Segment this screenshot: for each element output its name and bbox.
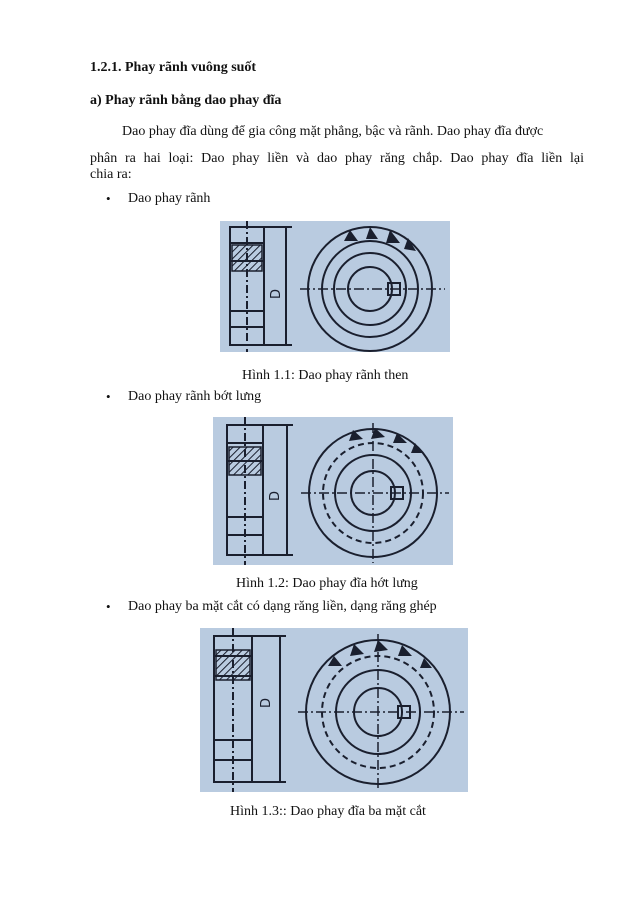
caption-text: : Dao phay rãnh then [291,368,409,383]
bullet-item-1 [106,191,210,207]
caption-number: Hình 1.1 [242,368,291,383]
intro-line-1: Dao phay đĩa dùng để gia công mặt phẳng, bậc và rãnh. Dao phay đĩa được [122,124,544,139]
dimension-label: D [269,288,284,299]
figure-2-photo [213,417,453,565]
caption-number: Hình 1.3: [230,804,283,819]
intro-line-3: chia ra: [90,167,132,182]
caption-text: : Dao phay đĩa hớt lưng [285,576,418,591]
caption-number: Hình 1.2 [236,576,285,591]
figure-1-caption [242,368,408,384]
figure-1-photo [220,221,450,352]
subsection-title: a) Phay rãnh bằng dao phay đĩa [90,93,282,108]
figure-3-photo [200,628,468,792]
bullet-dot: • [106,599,111,614]
relieved-disc-cutter-drawing [213,417,453,565]
figure-2-caption [236,576,418,592]
bullet-item-2 [106,389,261,405]
bullet-text: Dao phay rãnh [128,191,211,206]
figure-3-caption [230,804,426,820]
section-title: 1.2.1. Phay rãnh vuông suốt [90,60,257,75]
bullet-text: Dao phay ba mặt cắt có dạng răng liền, dạng răng ghép [128,599,437,614]
dimension-label: D [268,490,283,501]
bullet-dot: • [106,389,111,404]
three-side-cutter-drawing [200,628,468,792]
bullet-item-3 [106,599,437,615]
bullet-text: Dao phay rãnh bớt lưng [128,389,262,404]
intro-line-2: phân ra hai loại: Dao phay liền và dao phay răng chắp. Dao phay đĩa liền lại [90,151,584,166]
caption-text: : Dao phay đĩa ba mặt cắt [282,804,426,819]
dimension-label: D [259,697,274,708]
bullet-dot: • [106,191,111,206]
slot-cutter-drawing [220,221,450,352]
